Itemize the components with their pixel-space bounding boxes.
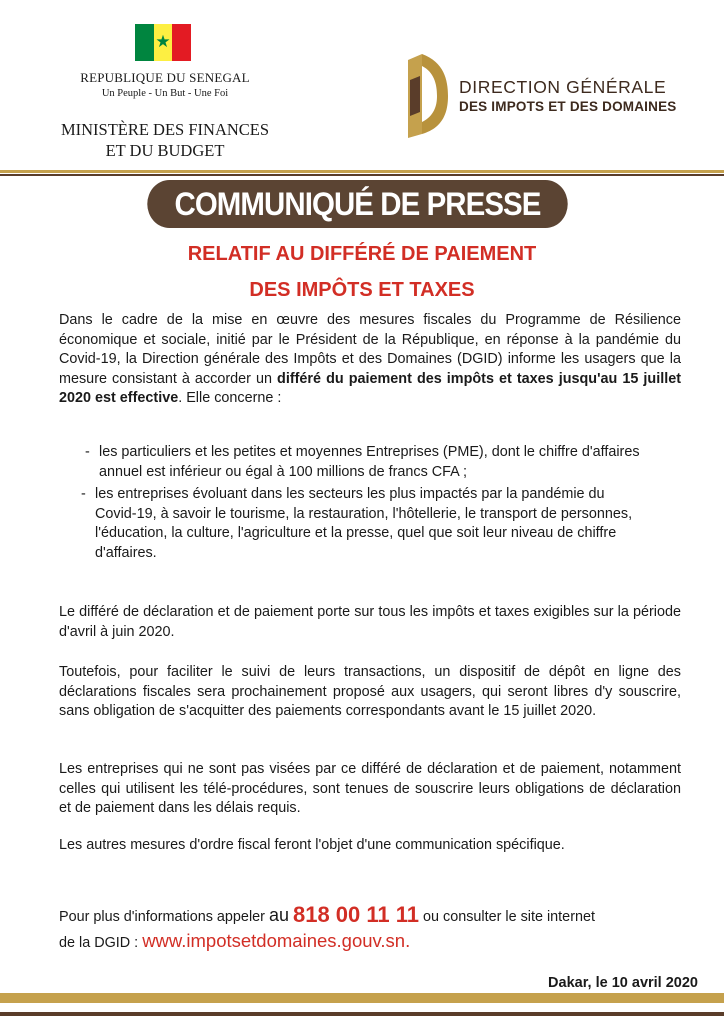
dgid-name-line2: DES IMPOTS ET DES DOMAINES — [459, 99, 677, 114]
list-item-text: les entreprises évoluant dans les secteurs les plus impactés par la pandémie du Covid-19, à savoir le tourisme, la restauration, l'hôtellerie, le transport de personnes, l'éducation, la culture, l'agriculture et la presse, quel que soit leur niveau de chiffre d'affaires. — [95, 486, 633, 561]
intro-text: Dans le cadre de la mise en œuvre des mesures fiscales du Programme de Résilience économique et sociale, initié par le Président de la République, en réponse à la pandémie du Covid-19, la Direction générale des Impôts et des Domaines (DGID) informe les usagers que la mesure consistant à accorder un — [59, 312, 681, 387]
footer-band — [0, 993, 724, 1003]
dgid-name-line1: DIRECTION GÉNÉRALE — [459, 77, 667, 97]
intro-highlight: différé du paiement des impôts et taxes jusqu'au 15 juillet 2020 est effective — [59, 370, 681, 407]
paragraph: Les entreprises qui ne sont pas visées par ce différé de déclaration et de paiement, notamment celles qui utilisent les télé-procédures, sont tenues de souscrire leurs obligations de déclaration et de paiement dans les délais requis. — [59, 761, 681, 817]
press-release-banner: COMMUNIQUÉ DE PRESSE — [147, 180, 567, 228]
place-date: Dakar, le 10 avril 2020 — [548, 975, 698, 991]
contact-au: au — [268, 905, 289, 925]
list-item-text: les particuliers et les petites et moyennes Entreprises (PME), dont le chiffre d'affaires annuel est inférieur ou égal à 100 millions de francs CFA ; — [99, 444, 640, 480]
ministry-name-line2: ET DU BUDGET — [105, 141, 225, 160]
dgid-logo-icon — [404, 50, 450, 140]
paragraph: Les autres mesures d'ordre fiscal feront l'objet d'une communication spécifique. — [59, 837, 565, 853]
intro-paragraph — [59, 311, 681, 409]
list-item — [81, 443, 641, 482]
national-motto: Un Peuple - Un But - Une Foi — [101, 88, 229, 99]
contact-line — [59, 903, 699, 929]
intro-text-end: . Elle concerne : — [178, 390, 282, 407]
contact-middle: ou consulter le site internet — [423, 909, 595, 925]
divider — [0, 170, 724, 173]
contact-line-2 — [59, 929, 699, 955]
ministry-name-line1: MINISTÈRE DES FINANCES — [60, 120, 270, 139]
republic-name: REPUBLIQUE DU SENEGAL — [80, 70, 250, 85]
senegal-flag — [135, 24, 191, 61]
beneficiaries-list — [81, 443, 641, 564]
phone-number[interactable]: 818 00 11 11 — [292, 902, 419, 927]
star-icon: ★ — [155, 32, 171, 51]
contact-line2-prefix: de la DGID : — [59, 935, 139, 951]
list-bullet: - — [85, 444, 90, 460]
paragraph: Le différé de déclaration et de paiement porte sur tous les impôts et taxes exigibles sur la période d'avril à juin 2020. — [59, 604, 681, 640]
divider — [0, 174, 724, 176]
subtitle-line1: RELATIF AU DIFFÉRÉ DE PAIEMENT — [187, 243, 537, 265]
footer-band — [0, 1012, 724, 1016]
subtitle-line2: DES IMPÔTS ET TAXES — [249, 279, 475, 301]
list-bullet: - — [81, 486, 86, 503]
paragraph: Toutefois, pour faciliter le suivi de leurs transactions, un dispositif de dépôt en ligne des déclarations fiscales sera prochainement proposé aux usagers, qui seront libres d'y souscrire, sans obligation de s'acquitter des paiements correspondants avant le 15 juillet 2020. — [59, 664, 681, 720]
contact-prefix: Pour plus d'informations appeler — [59, 909, 265, 925]
list-item — [81, 485, 641, 563]
website-link[interactable]: www.impotsetdomaines.gouv.sn. — [142, 930, 411, 951]
